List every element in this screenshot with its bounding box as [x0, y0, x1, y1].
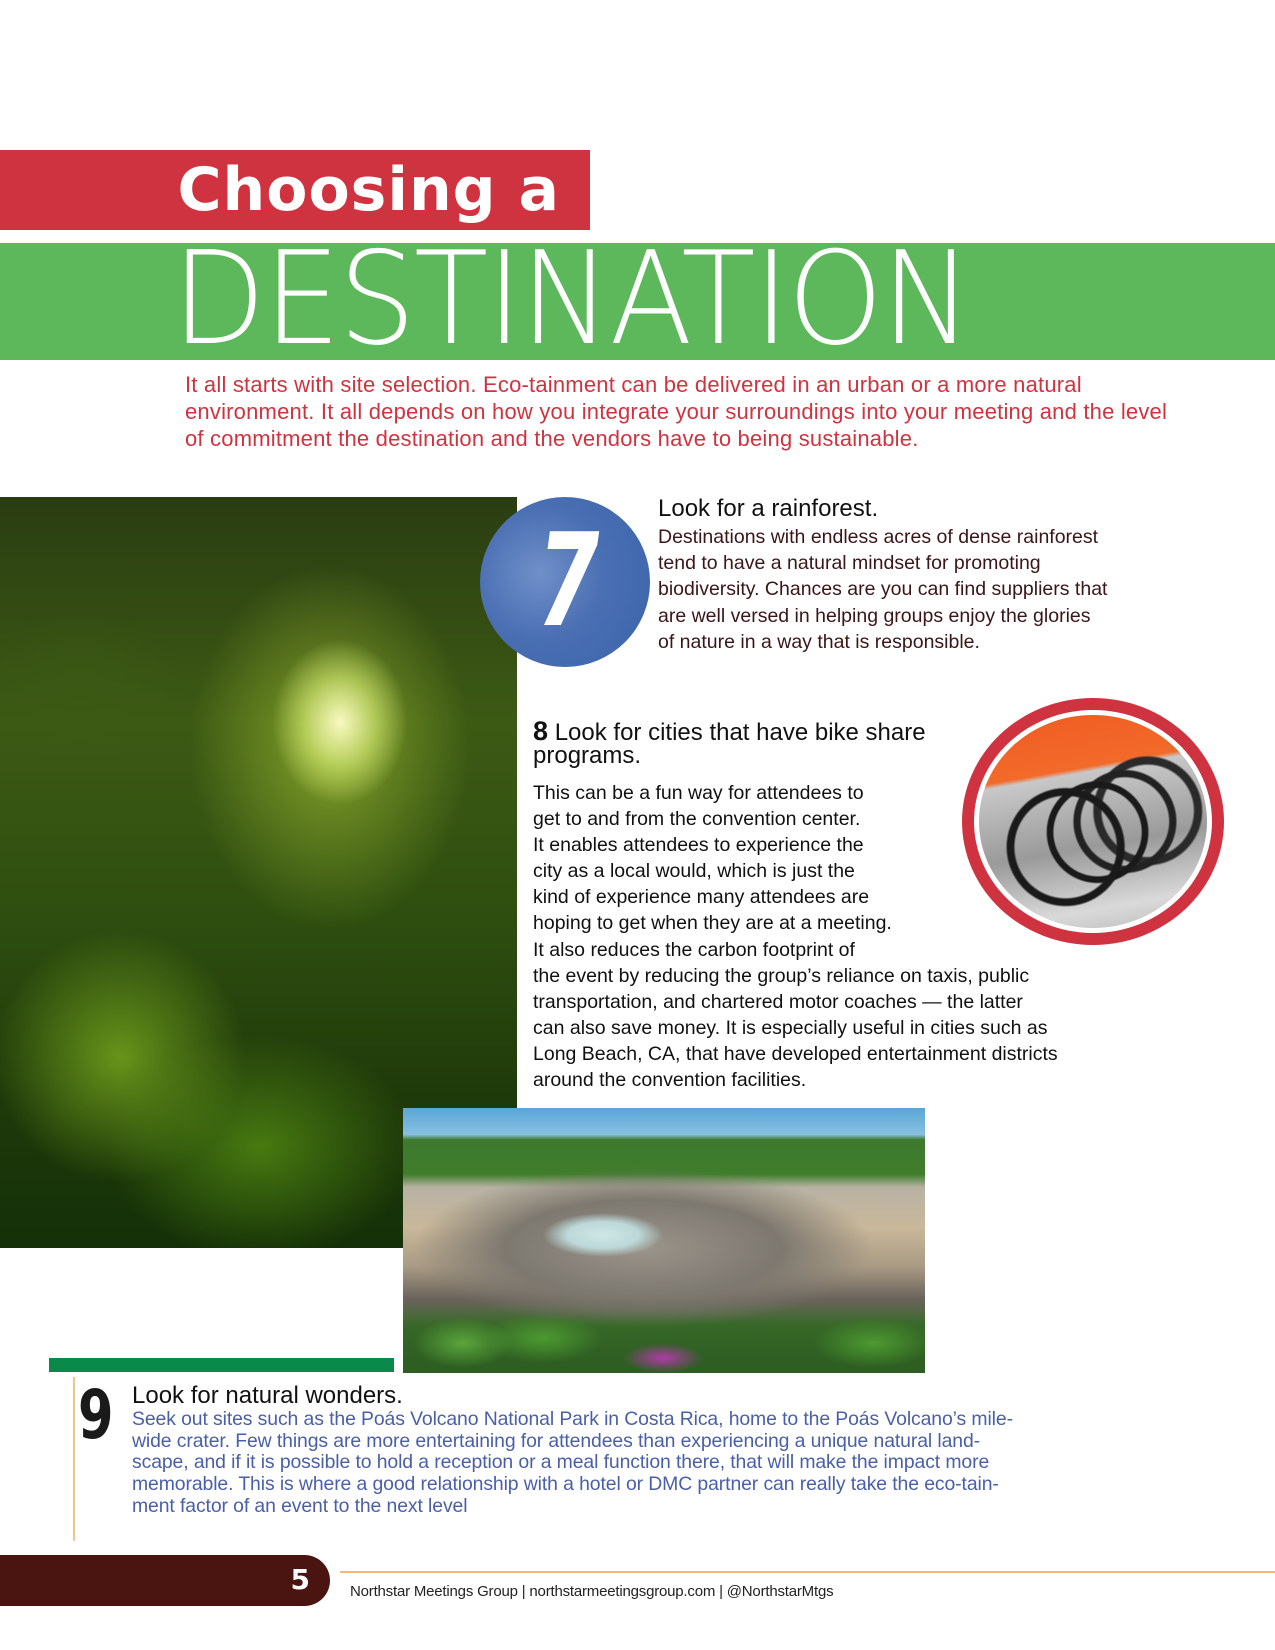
body-line: the event by reducing the group’s reliance on taxis, public [533, 964, 1030, 987]
item-9-body [132, 1409, 1182, 1518]
page-title-line1: Choosing a [177, 155, 560, 225]
page-number: 5 [290, 1563, 310, 1596]
body-line: around the convention facilities. [533, 1069, 807, 1092]
item-9-title: Look for natural wonders. [132, 1382, 403, 1409]
item-8-title [533, 716, 953, 769]
body-line: It enables attendees to experience the [533, 834, 864, 857]
item-number: 7 [537, 507, 600, 656]
item-7-title: Look for a rainforest. [658, 495, 879, 522]
body-line: It also reduces the carbon footprint of [533, 938, 855, 961]
section-divider-bar [49, 1358, 394, 1372]
page-title-line2: DESTINATION [172, 243, 971, 360]
item-8-title-text: Look for cities that have bike share programs. [533, 719, 926, 769]
body-line: city as a local would, which is just the [533, 860, 855, 883]
body-line: kind of experience many attendees are [533, 886, 870, 909]
body-line: transportation, and chartered motor coaches — the latter [533, 990, 1023, 1013]
item-7-body: Destinations with endless acres of dense rainforest tend to have a natural mindset for promoting biodiversity. Chances are you can find suppliers that are well versed in helping groups enjoy the glories of nature in a way that is responsible. [658, 526, 1108, 653]
item-number: 8 [533, 716, 549, 746]
accent-rule [73, 1377, 75, 1541]
body-line: memorable. This is where a good relationship with a hotel or DMC partner can really take the eco-tain- [132, 1473, 999, 1496]
body-line: ment factor of an event to the next level [132, 1494, 468, 1517]
body-line: scape, and if it is possible to hold a reception or a meal function there, that will make the impact more [132, 1451, 990, 1474]
item-8-body [533, 780, 1133, 1093]
footer-page-tab [0, 1555, 330, 1606]
intro-paragraph: It all starts with site selection. Eco-tainment can be delivered in an urban or a more natural environment. It all depends on how you integrate your surroundings into your meeting and the level of commitment the destination and the vendors have to being sustainable. [185, 372, 1168, 451]
footer-rule [340, 1571, 1275, 1573]
body-line: wide crater. Few things are more entertaining for attendees than experiencing a unique natural land- [132, 1429, 981, 1452]
body-line: Long Beach, CA, that have developed entertainment districts [533, 1042, 1058, 1065]
footer-credits: Northstar Meetings Group | northstarmeetingsgroup.com | @NorthstarMtgs [350, 1583, 834, 1600]
number-badge-7 [480, 497, 650, 667]
body-line: get to and from the convention center. [533, 808, 861, 831]
body-line: can also save money. It is especially useful in cities such as [533, 1016, 1048, 1039]
number-badge-9: 9 [78, 1376, 114, 1455]
title-banner-red [0, 150, 590, 230]
body-line: hoping to get when they are at a meeting. [533, 912, 892, 935]
poas-volcano-photo [403, 1108, 925, 1373]
title-banner-green [0, 243, 1275, 360]
body-line: This can be a fun way for attendees to [533, 782, 864, 804]
body-line: Seek out sites such as the Poás Volcano National Park in Costa Rica, home to the Poás Volcano’s mile- [132, 1408, 1013, 1430]
